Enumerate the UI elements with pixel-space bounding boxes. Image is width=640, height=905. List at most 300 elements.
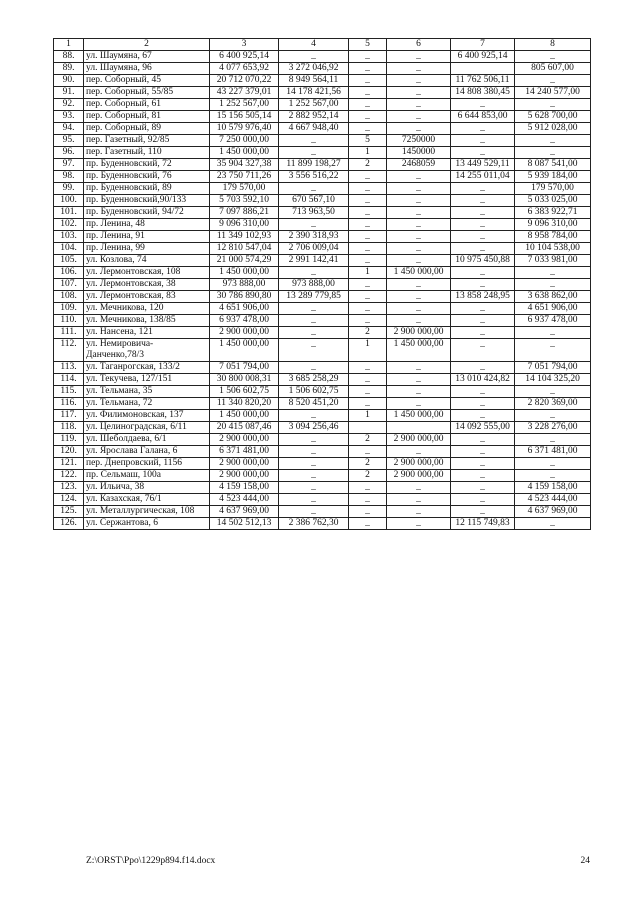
value-cell: _ (349, 87, 387, 99)
value-cell: 1 252 567,00 (279, 99, 349, 111)
value-cell: 7 097 886,21 (210, 207, 279, 219)
row-number: 97. (54, 159, 84, 171)
value-cell: 11 340 820,20 (210, 398, 279, 410)
value-cell: _ (387, 183, 451, 195)
value-cell: 3 094 256,46 (279, 422, 349, 434)
value-cell: 2 882 952,14 (279, 111, 349, 123)
table-row (54, 243, 591, 255)
value-cell: _ (387, 362, 451, 374)
value-cell: _ (451, 279, 515, 291)
row-number: 106. (54, 267, 84, 279)
address-cell: ул. Лермонтовская, 83 (84, 291, 210, 303)
table-row (54, 111, 591, 123)
value-cell: _ (515, 135, 591, 147)
value-cell: _ (515, 386, 591, 398)
value-cell (349, 422, 387, 434)
value-cell: _ (515, 339, 591, 362)
value-cell: 1 (349, 339, 387, 362)
value-cell: _ (279, 303, 349, 315)
table-row (54, 315, 591, 327)
column-header: 7 (451, 39, 515, 51)
value-cell: _ (279, 506, 349, 518)
value-cell: 7 051 794,00 (515, 362, 591, 374)
value-cell: 3 685 258,29 (279, 374, 349, 386)
value-cell: 1 450 000,00 (387, 339, 451, 362)
value-cell: _ (451, 303, 515, 315)
address-cell: пер. Соборный, 45 (84, 75, 210, 87)
row-number: 88. (54, 51, 84, 63)
value-cell: 2 900 000,00 (210, 470, 279, 482)
value-cell: _ (451, 494, 515, 506)
address-cell: ул. Ильича, 38 (84, 482, 210, 494)
value-cell: _ (451, 183, 515, 195)
row-number: 111. (54, 327, 84, 339)
row-number: 108. (54, 291, 84, 303)
value-cell: 1 450 000,00 (387, 267, 451, 279)
value-cell: 670 567,10 (279, 195, 349, 207)
row-number: 104. (54, 243, 84, 255)
value-cell: _ (349, 362, 387, 374)
value-cell: 6 400 925,14 (210, 51, 279, 63)
value-cell: 15 156 505,14 (210, 111, 279, 123)
value-cell: _ (387, 506, 451, 518)
value-cell: 973 888,00 (279, 279, 349, 291)
value-cell: _ (515, 279, 591, 291)
table-row (54, 327, 591, 339)
row-number: 98. (54, 171, 84, 183)
value-cell: 13 449 529,11 (451, 159, 515, 171)
row-number: 119. (54, 434, 84, 446)
value-cell: _ (451, 410, 515, 422)
value-cell: 179 570,00 (210, 183, 279, 195)
table-row (54, 51, 591, 63)
address-cell: пр. Ленина, 48 (84, 219, 210, 231)
value-cell: 1450000 (387, 147, 451, 159)
value-cell: 13 858 248,95 (451, 291, 515, 303)
value-cell: _ (279, 339, 349, 362)
value-cell: 9 096 310,00 (210, 219, 279, 231)
value-cell: _ (349, 482, 387, 494)
value-cell: 4 159 158,00 (210, 482, 279, 494)
address-cell: пр. Сельмаш, 100а (84, 470, 210, 482)
value-cell: 3 638 862,00 (515, 291, 591, 303)
value-cell: _ (279, 482, 349, 494)
value-cell: _ (451, 207, 515, 219)
address-cell: ул. Немировича-Данченко,78/3 (84, 339, 210, 362)
value-cell: _ (451, 398, 515, 410)
column-header: 8 (515, 39, 591, 51)
value-cell: 23 750 711,26 (210, 171, 279, 183)
value-cell: 2 (349, 470, 387, 482)
value-cell: 6 371 481,00 (210, 446, 279, 458)
value-cell: 6 937 478,00 (515, 315, 591, 327)
value-cell: 7 051 794,00 (210, 362, 279, 374)
address-cell: пер. Соборный, 81 (84, 111, 210, 123)
table-row (54, 482, 591, 494)
value-cell: _ (349, 171, 387, 183)
address-cell: пер. Газетный, 92/85 (84, 135, 210, 147)
value-cell: _ (387, 315, 451, 327)
value-cell: 9 096 310,00 (515, 219, 591, 231)
value-cell: _ (515, 470, 591, 482)
value-cell: _ (451, 219, 515, 231)
value-cell: 14 092 555,00 (451, 422, 515, 434)
value-cell: 1 450 000,00 (210, 147, 279, 159)
value-cell: _ (349, 255, 387, 267)
value-cell: _ (515, 434, 591, 446)
value-cell: _ (515, 458, 591, 470)
value-cell: 13 010 424,82 (451, 374, 515, 386)
value-cell: 4 637 969,00 (515, 506, 591, 518)
value-cell: _ (515, 327, 591, 339)
row-number: 89. (54, 63, 84, 75)
value-cell: _ (279, 315, 349, 327)
value-cell: _ (387, 255, 451, 267)
table-row (54, 506, 591, 518)
row-number: 114. (54, 374, 84, 386)
value-cell: _ (387, 219, 451, 231)
value-cell: _ (451, 99, 515, 111)
value-cell: _ (387, 243, 451, 255)
value-cell: _ (387, 111, 451, 123)
table-row (54, 195, 591, 207)
value-cell: 1 252 567,00 (210, 99, 279, 111)
table-row (54, 183, 591, 195)
table-row (54, 362, 591, 374)
value-cell: _ (451, 446, 515, 458)
table-row (54, 303, 591, 315)
value-cell: 7 250 000,00 (210, 135, 279, 147)
table-row (54, 123, 591, 135)
value-cell: _ (349, 398, 387, 410)
value-cell: 2 (349, 327, 387, 339)
value-cell: 13 289 779,85 (279, 291, 349, 303)
address-cell: пр. Буденновский,90/133 (84, 195, 210, 207)
value-cell: _ (387, 374, 451, 386)
value-cell: _ (279, 135, 349, 147)
value-cell: _ (451, 386, 515, 398)
value-cell (387, 422, 451, 434)
value-cell: _ (349, 506, 387, 518)
value-cell: _ (349, 195, 387, 207)
footer-file-path: Z:\ORST\Ppo\1229p894.f14.docx (86, 856, 216, 866)
row-number: 109. (54, 303, 84, 315)
value-cell: 2 (349, 159, 387, 171)
address-cell: ул. Лермонтовская, 38 (84, 279, 210, 291)
table-row (54, 398, 591, 410)
value-cell: 2 900 000,00 (387, 327, 451, 339)
value-cell: 6 644 853,00 (451, 111, 515, 123)
value-cell: 14 255 011,04 (451, 171, 515, 183)
value-cell: 8 087 541,00 (515, 159, 591, 171)
row-number: 121. (54, 458, 84, 470)
value-cell: _ (387, 386, 451, 398)
address-cell: ул. Тельмана, 35 (84, 386, 210, 398)
table-row (54, 75, 591, 87)
header-row (54, 39, 591, 51)
address-cell: пр. Буденновский, 89 (84, 183, 210, 195)
value-cell: 2 706 009,04 (279, 243, 349, 255)
column-header: 1 (54, 39, 84, 51)
value-cell: 8 958 784,00 (515, 231, 591, 243)
address-cell: пр. Ленина, 91 (84, 231, 210, 243)
address-cell: ул. Сержантова, 6 (84, 518, 210, 530)
value-cell: _ (387, 75, 451, 87)
row-number: 100. (54, 195, 84, 207)
address-cell: ул. Текучева, 127/151 (84, 374, 210, 386)
row-number: 112. (54, 339, 84, 362)
address-cell: пер. Соборный, 89 (84, 123, 210, 135)
table-row (54, 267, 591, 279)
value-cell: 10 104 538,00 (515, 243, 591, 255)
table-row (54, 159, 591, 171)
value-cell: _ (279, 183, 349, 195)
value-cell: _ (387, 494, 451, 506)
value-cell: 2 991 142,41 (279, 255, 349, 267)
table-row (54, 63, 591, 75)
table-row (54, 231, 591, 243)
value-cell: 713 963,50 (279, 207, 349, 219)
value-cell: _ (349, 183, 387, 195)
value-cell: 14 808 380,45 (451, 87, 515, 99)
value-cell: 1 (349, 410, 387, 422)
value-cell: _ (451, 123, 515, 135)
row-number: 96. (54, 147, 84, 159)
value-cell: _ (279, 470, 349, 482)
value-cell: 5 628 700,00 (515, 111, 591, 123)
table-row (54, 171, 591, 183)
row-number: 103. (54, 231, 84, 243)
value-cell: _ (387, 171, 451, 183)
value-cell: 11 899 198,27 (279, 159, 349, 171)
value-cell: _ (451, 315, 515, 327)
value-cell: _ (515, 410, 591, 422)
address-cell: ул. Ярослава Галана, 6 (84, 446, 210, 458)
table-row (54, 99, 591, 111)
row-number: 117. (54, 410, 84, 422)
value-cell: 14 502 512,13 (210, 518, 279, 530)
value-cell: _ (451, 195, 515, 207)
table-row (54, 291, 591, 303)
value-cell: 4 159 158,00 (515, 482, 591, 494)
column-header: 2 (84, 39, 210, 51)
value-cell: _ (451, 506, 515, 518)
table-row (54, 219, 591, 231)
value-cell: 2 (349, 434, 387, 446)
value-cell: 11 762 506,11 (451, 75, 515, 87)
address-cell: пер. Днепровский, 1156 (84, 458, 210, 470)
row-number: 95. (54, 135, 84, 147)
value-cell: _ (451, 147, 515, 159)
value-cell: _ (279, 147, 349, 159)
table-row (54, 147, 591, 159)
value-cell: 805 607,00 (515, 63, 591, 75)
value-cell: 4 637 969,00 (210, 506, 279, 518)
address-cell: пр. Буденновский, 76 (84, 171, 210, 183)
table-row (54, 374, 591, 386)
row-number: 90. (54, 75, 84, 87)
value-cell: _ (349, 231, 387, 243)
table-row (54, 87, 591, 99)
value-cell: _ (349, 446, 387, 458)
value-cell: _ (349, 494, 387, 506)
value-cell: _ (387, 291, 451, 303)
address-cell: пер. Соборный, 61 (84, 99, 210, 111)
table-row (54, 518, 591, 530)
address-cell: ул. Филимоновская, 137 (84, 410, 210, 422)
table-row (54, 494, 591, 506)
value-cell: 3 272 046,92 (279, 63, 349, 75)
value-cell: _ (387, 279, 451, 291)
value-cell: _ (387, 87, 451, 99)
table-row (54, 279, 591, 291)
value-cell: _ (349, 303, 387, 315)
value-cell: _ (279, 362, 349, 374)
value-cell: 3 228 276,00 (515, 422, 591, 434)
value-cell: 5 703 592,10 (210, 195, 279, 207)
table-row (54, 135, 591, 147)
value-cell: 4 667 948,40 (279, 123, 349, 135)
value-cell (451, 63, 515, 75)
value-cell: 1 450 000,00 (387, 410, 451, 422)
value-cell: _ (349, 75, 387, 87)
table-row (54, 255, 591, 267)
value-cell: 2 820 369,00 (515, 398, 591, 410)
value-cell: _ (279, 494, 349, 506)
value-cell: _ (349, 243, 387, 255)
value-cell: 5 (349, 135, 387, 147)
address-cell: ул. Тельмана, 72 (84, 398, 210, 410)
value-cell: 6 937 478,00 (210, 315, 279, 327)
value-cell: 7 033 981,00 (515, 255, 591, 267)
value-cell: _ (279, 219, 349, 231)
value-cell: _ (387, 482, 451, 494)
value-cell: _ (279, 51, 349, 63)
column-header: 4 (279, 39, 349, 51)
row-number: 101. (54, 207, 84, 219)
row-number: 124. (54, 494, 84, 506)
value-cell: 5 939 184,00 (515, 171, 591, 183)
value-cell: _ (349, 219, 387, 231)
value-cell: _ (515, 267, 591, 279)
value-cell: _ (349, 279, 387, 291)
row-number: 113. (54, 362, 84, 374)
column-header: 6 (387, 39, 451, 51)
value-cell: _ (451, 458, 515, 470)
value-cell: 4 523 444,00 (515, 494, 591, 506)
value-cell: _ (349, 51, 387, 63)
data-table (53, 38, 591, 530)
value-cell: 2468059 (387, 159, 451, 171)
value-cell: _ (451, 470, 515, 482)
value-cell: 5 033 025,00 (515, 195, 591, 207)
column-header: 5 (349, 39, 387, 51)
value-cell: 1 450 000,00 (210, 267, 279, 279)
table-row (54, 410, 591, 422)
value-cell: _ (387, 231, 451, 243)
value-cell: 12 115 749,83 (451, 518, 515, 530)
table-row (54, 422, 591, 434)
value-cell: 5 912 028,00 (515, 123, 591, 135)
table-row (54, 458, 591, 470)
value-cell: 8 520 451,20 (279, 398, 349, 410)
value-cell: _ (279, 267, 349, 279)
address-cell: пер. Газетный, 110 (84, 147, 210, 159)
value-cell: 4 651 906,00 (210, 303, 279, 315)
value-cell: _ (515, 51, 591, 63)
value-cell: 1 450 000,00 (210, 410, 279, 422)
table-row (54, 207, 591, 219)
value-cell: _ (349, 63, 387, 75)
value-cell: 2 900 000,00 (387, 458, 451, 470)
value-cell: _ (349, 111, 387, 123)
row-number: 126. (54, 518, 84, 530)
table-row (54, 339, 591, 362)
address-cell: пер. Соборный, 55/85 (84, 87, 210, 99)
value-cell: _ (515, 147, 591, 159)
value-cell: _ (387, 51, 451, 63)
value-cell: 8 949 564,11 (279, 75, 349, 87)
value-cell: 973 888,00 (210, 279, 279, 291)
value-cell: 20 712 070,22 (210, 75, 279, 87)
value-cell: 2 900 000,00 (387, 434, 451, 446)
value-cell: 3 556 516,22 (279, 171, 349, 183)
value-cell: 4 523 444,00 (210, 494, 279, 506)
row-number: 116. (54, 398, 84, 410)
value-cell: _ (451, 327, 515, 339)
row-number: 105. (54, 255, 84, 267)
value-cell: 2 900 000,00 (387, 470, 451, 482)
value-cell: _ (349, 123, 387, 135)
value-cell: _ (349, 291, 387, 303)
row-number: 123. (54, 482, 84, 494)
address-cell: пр. Буденновский, 94/72 (84, 207, 210, 219)
value-cell: 1 506 602,75 (210, 386, 279, 398)
value-cell: 179 570,00 (515, 183, 591, 195)
row-number: 107. (54, 279, 84, 291)
value-cell: 2 390 318,93 (279, 231, 349, 243)
address-cell: ул. Мечникова, 120 (84, 303, 210, 315)
value-cell: _ (387, 123, 451, 135)
value-cell: _ (279, 446, 349, 458)
table-row (54, 470, 591, 482)
row-number: 94. (54, 123, 84, 135)
value-cell: 2 900 000,00 (210, 434, 279, 446)
value-cell: 20 415 087,46 (210, 422, 279, 434)
value-cell: 14 104 325,20 (515, 374, 591, 386)
table-row (54, 386, 591, 398)
value-cell: _ (451, 243, 515, 255)
value-cell: 10 975 450,88 (451, 255, 515, 267)
address-cell: ул. Таганрогская, 133/2 (84, 362, 210, 374)
value-cell: _ (349, 207, 387, 219)
value-cell: _ (349, 386, 387, 398)
page-number: 24 (580, 856, 590, 866)
value-cell: _ (349, 518, 387, 530)
value-cell: _ (451, 362, 515, 374)
address-cell: ул. Нансена, 121 (84, 327, 210, 339)
value-cell: _ (515, 518, 591, 530)
row-number: 115. (54, 386, 84, 398)
value-cell: _ (451, 135, 515, 147)
table-row (54, 446, 591, 458)
value-cell: 10 579 976,40 (210, 123, 279, 135)
value-cell: 43 227 379,01 (210, 87, 279, 99)
value-cell: 6 400 925,14 (451, 51, 515, 63)
value-cell: 1 450 000,00 (210, 339, 279, 362)
value-cell: _ (451, 482, 515, 494)
address-cell: ул. Целиноградская, 6/11 (84, 422, 210, 434)
